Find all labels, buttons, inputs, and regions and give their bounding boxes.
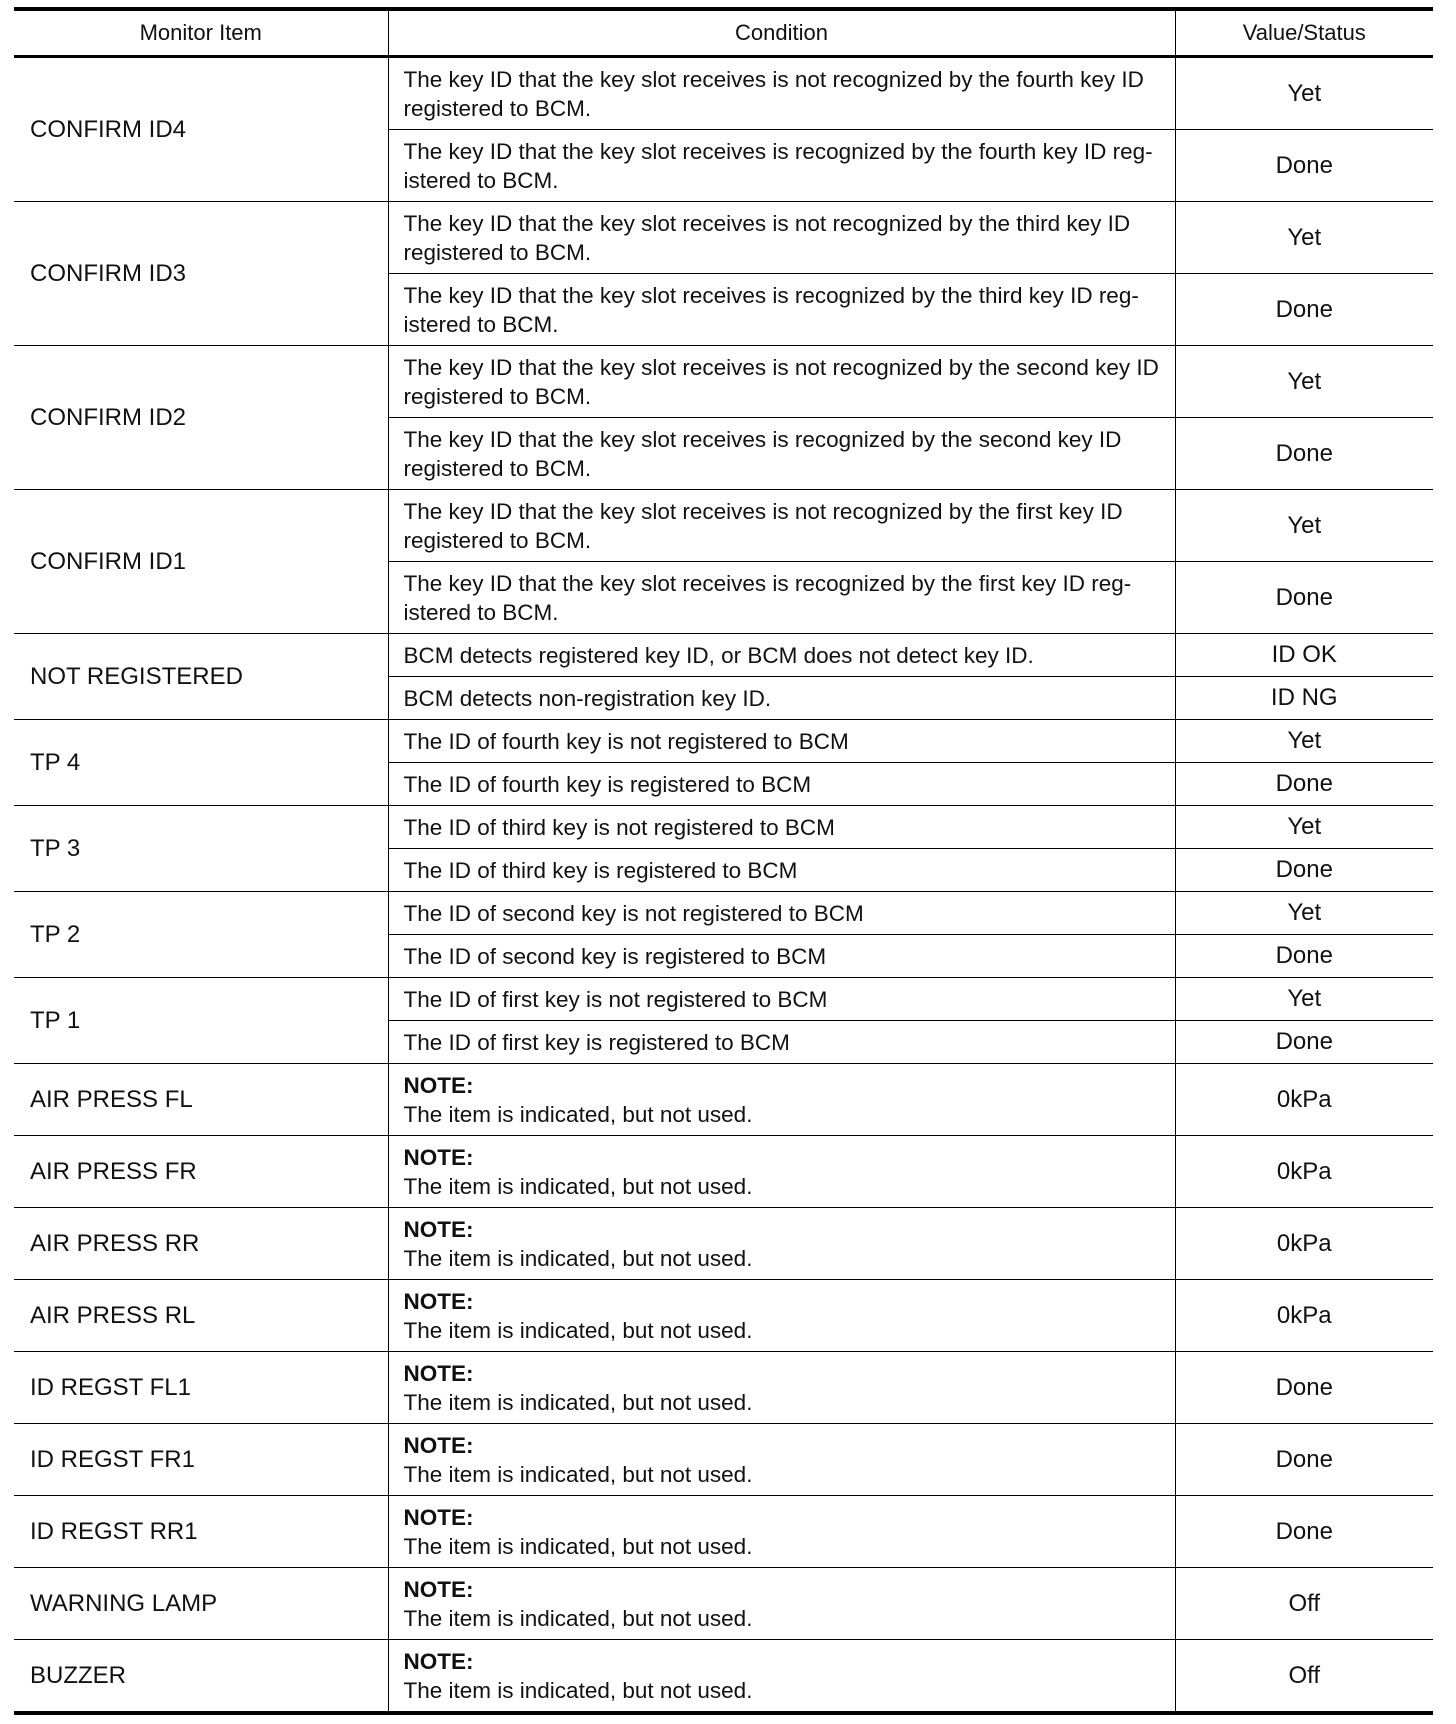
condition-cell xyxy=(388,1568,1175,1640)
condition-cell: The ID of fourth key is not registered to BCM xyxy=(388,720,1175,763)
condition-cell: The ID of second key is not registered to BCM xyxy=(388,892,1175,935)
table-row xyxy=(14,1352,1433,1424)
condition-cell xyxy=(388,1352,1175,1424)
monitor-item-table xyxy=(14,7,1433,1715)
value-status-cell: 0kPa xyxy=(1175,1208,1433,1280)
value-status-cell: 0kPa xyxy=(1175,1280,1433,1352)
note-text: The item is indicated, but not used. xyxy=(403,1173,753,1199)
monitor-item-cell: AIR PRESS FL xyxy=(14,1064,388,1136)
monitor-item-cell: CONFIRM ID1 xyxy=(14,490,388,634)
value-status-cell: Done xyxy=(1175,274,1433,346)
monitor-item-cell: CONFIRM ID2 xyxy=(14,346,388,490)
condition-cell: The ID of second key is registered to BCM xyxy=(388,935,1175,978)
table-row xyxy=(14,57,1433,130)
table-row xyxy=(14,1496,1433,1568)
table-row xyxy=(14,720,1433,763)
monitor-item-cell: TP 4 xyxy=(14,720,388,806)
value-status-cell: Done xyxy=(1175,1496,1433,1568)
condition-cell xyxy=(388,1640,1175,1714)
note-label: NOTE: xyxy=(403,1648,474,1674)
condition-cell: The key ID that the key slot receives is not recognized by the second key ID registered to BCM. xyxy=(388,346,1175,418)
monitor-item-cell: WARNING LAMP xyxy=(14,1568,388,1640)
note-text: The item is indicated, but not used. xyxy=(403,1317,753,1343)
note-label: NOTE: xyxy=(403,1144,474,1170)
monitor-item-cell: CONFIRM ID3 xyxy=(14,202,388,346)
value-status-cell: Done xyxy=(1175,1352,1433,1424)
monitor-item-cell: ID REGST FL1 xyxy=(14,1352,388,1424)
value-status-cell: Yet xyxy=(1175,806,1433,849)
table-body xyxy=(14,57,1433,1714)
header-monitor-item: Monitor Item xyxy=(14,9,388,57)
condition-cell: BCM detects registered key ID, or BCM does not detect key ID. xyxy=(388,634,1175,677)
condition-cell: The ID of first key is registered to BCM xyxy=(388,1021,1175,1064)
monitor-item-cell: ID REGST RR1 xyxy=(14,1496,388,1568)
monitor-item-cell: ID REGST FR1 xyxy=(14,1424,388,1496)
condition-cell: The ID of fourth key is registered to BCM xyxy=(388,763,1175,806)
note-text: The item is indicated, but not used. xyxy=(403,1101,753,1127)
header-row xyxy=(14,9,1433,57)
condition-cell: The key ID that the key slot receives is recognized by the fourth key ID reg-istered to BCM. xyxy=(388,130,1175,202)
value-status-cell: Yet xyxy=(1175,720,1433,763)
monitor-item-cell: NOT REGISTERED xyxy=(14,634,388,720)
value-status-cell: Yet xyxy=(1175,490,1433,562)
note-label: NOTE: xyxy=(403,1288,474,1314)
value-status-cell: Off xyxy=(1175,1640,1433,1714)
condition-cell: The key ID that the key slot receives is not recognized by the third key ID registered to BCM. xyxy=(388,202,1175,274)
value-status-cell: 0kPa xyxy=(1175,1064,1433,1136)
note-label: NOTE: xyxy=(403,1432,474,1458)
note-text: The item is indicated, but not used. xyxy=(403,1677,753,1703)
condition-cell xyxy=(388,1424,1175,1496)
monitor-item-cell: AIR PRESS RL xyxy=(14,1280,388,1352)
header-condition: Condition xyxy=(388,9,1175,57)
value-status-cell: ID NG xyxy=(1175,677,1433,720)
condition-cell xyxy=(388,1064,1175,1136)
value-status-cell: Done xyxy=(1175,763,1433,806)
monitor-item-cell: AIR PRESS RR xyxy=(14,1208,388,1280)
value-status-cell: Yet xyxy=(1175,978,1433,1021)
condition-cell: The key ID that the key slot receives is recognized by the third key ID reg-istered to BCM. xyxy=(388,274,1175,346)
monitor-item-cell: CONFIRM ID4 xyxy=(14,57,388,202)
table-row xyxy=(14,1568,1433,1640)
note-label: NOTE: xyxy=(403,1360,474,1386)
table-row xyxy=(14,490,1433,562)
condition-cell: The key ID that the key slot receives is not recognized by the first key ID registered to BCM. xyxy=(388,490,1175,562)
note-text: The item is indicated, but not used. xyxy=(403,1533,753,1559)
condition-cell xyxy=(388,1208,1175,1280)
table-row xyxy=(14,1208,1433,1280)
table-row xyxy=(14,1640,1433,1714)
note-label: NOTE: xyxy=(403,1072,474,1098)
note-text: The item is indicated, but not used. xyxy=(403,1605,753,1631)
value-status-cell: Off xyxy=(1175,1568,1433,1640)
value-status-cell: Yet xyxy=(1175,892,1433,935)
value-status-cell: Done xyxy=(1175,562,1433,634)
monitor-item-cell: TP 1 xyxy=(14,978,388,1064)
note-text: The item is indicated, but not used. xyxy=(403,1245,753,1271)
table-row xyxy=(14,806,1433,849)
condition-cell xyxy=(388,1280,1175,1352)
table-row xyxy=(14,978,1433,1021)
value-status-cell: Done xyxy=(1175,935,1433,978)
value-status-cell: Done xyxy=(1175,418,1433,490)
condition-cell: BCM detects non-registration key ID. xyxy=(388,677,1175,720)
table-row xyxy=(14,202,1433,274)
condition-cell xyxy=(388,1136,1175,1208)
condition-cell: The ID of first key is not registered to BCM xyxy=(388,978,1175,1021)
table-row xyxy=(14,634,1433,677)
table-row xyxy=(14,1064,1433,1136)
value-status-cell: Yet xyxy=(1175,346,1433,418)
monitor-item-cell: BUZZER xyxy=(14,1640,388,1714)
note-label: NOTE: xyxy=(403,1504,474,1530)
table-row xyxy=(14,346,1433,418)
condition-cell: The ID of third key is registered to BCM xyxy=(388,849,1175,892)
table-row xyxy=(14,1424,1433,1496)
condition-cell: The key ID that the key slot receives is not recognized by the fourth key ID registered to BCM. xyxy=(388,57,1175,130)
value-status-cell: Yet xyxy=(1175,202,1433,274)
value-status-cell: ID OK xyxy=(1175,634,1433,677)
value-status-cell: Done xyxy=(1175,849,1433,892)
condition-cell: The ID of third key is not registered to BCM xyxy=(388,806,1175,849)
value-status-cell: Done xyxy=(1175,1021,1433,1064)
value-status-cell: Done xyxy=(1175,1424,1433,1496)
condition-cell: The key ID that the key slot receives is recognized by the first key ID reg-istered to BCM. xyxy=(388,562,1175,634)
condition-cell: The key ID that the key slot receives is recognized by the second key ID registered to BCM. xyxy=(388,418,1175,490)
monitor-item-cell: AIR PRESS FR xyxy=(14,1136,388,1208)
value-status-cell: 0kPa xyxy=(1175,1136,1433,1208)
note-label: NOTE: xyxy=(403,1576,474,1602)
monitor-item-cell: TP 2 xyxy=(14,892,388,978)
table-row xyxy=(14,1136,1433,1208)
condition-cell xyxy=(388,1496,1175,1568)
note-text: The item is indicated, but not used. xyxy=(403,1461,753,1487)
header-value-status: Value/Status xyxy=(1175,9,1433,57)
value-status-cell: Yet xyxy=(1175,57,1433,130)
value-status-cell: Done xyxy=(1175,130,1433,202)
monitor-item-cell: TP 3 xyxy=(14,806,388,892)
note-text: The item is indicated, but not used. xyxy=(403,1389,753,1415)
note-label: NOTE: xyxy=(403,1216,474,1242)
table-row xyxy=(14,1280,1433,1352)
table-row xyxy=(14,892,1433,935)
